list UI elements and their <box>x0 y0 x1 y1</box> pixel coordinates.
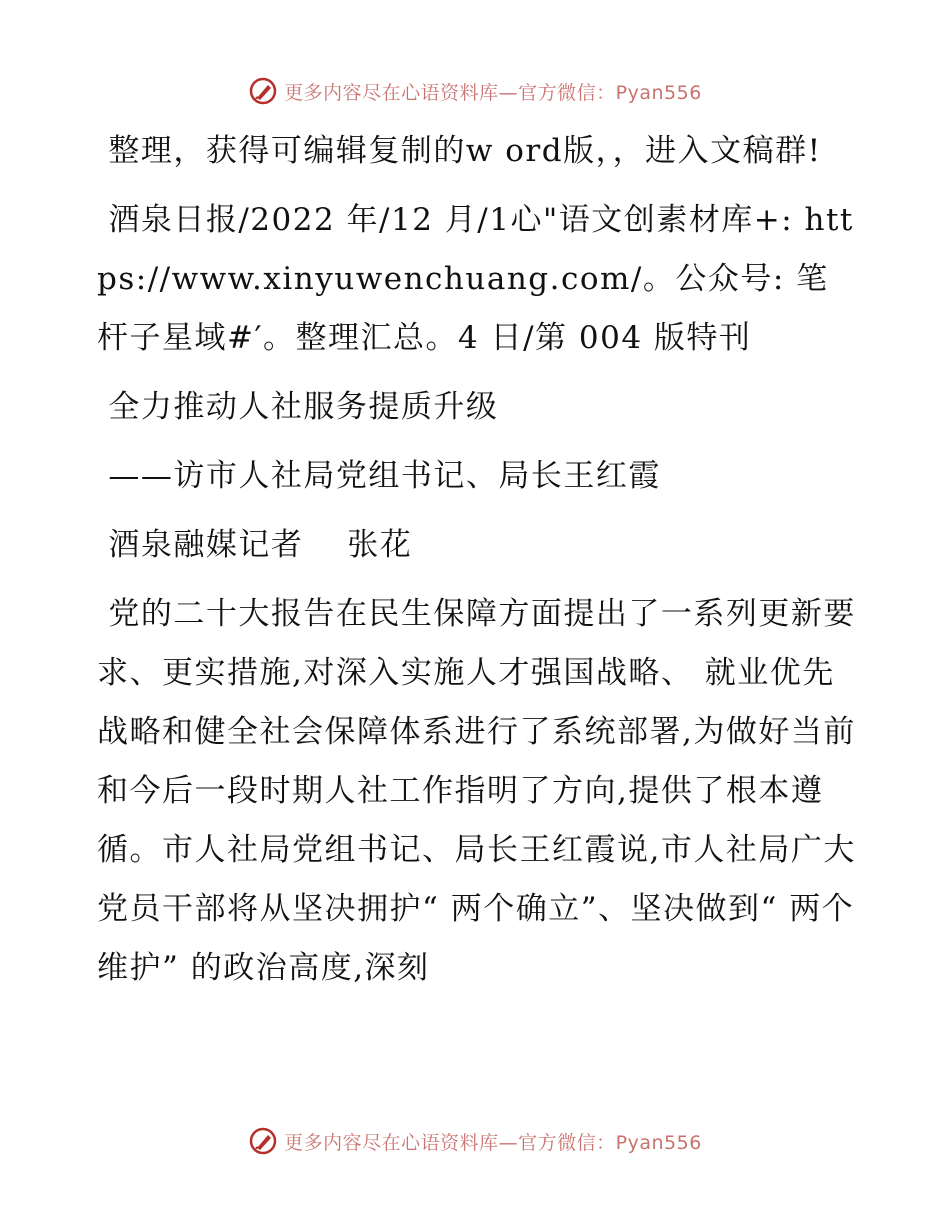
paragraph-source-line: 酒泉日报/2022 年/12 月/1心"语文创素材库+: https://www.xinyuwenchuang.com/。公众号: 笔杆子星域#′。整理汇总。4 日/第 004 版特刊 <box>97 202 854 356</box>
watermark-text: 更多内容尽在心语资料库—官方微信：Pyan556 <box>284 1131 702 1154</box>
pen-logo-icon <box>248 1126 278 1156</box>
paragraph-body: 党的二十大报告在民生保障方面提出了一系列更新要求、更实措施,对深入实施人才强国战略、 就业优先战略和健全社会保障体系进行了系统部署,为做好当前和今后一段时期人社工作指明了方向,提供了根本遵循。市人社局党组书记、局长王红霞说,市人社局广大党员干部将从坚决拥护“ 两个确立”、坚决做到“ 两个维护” 的政治高度,深刻 <box>97 596 856 986</box>
paragraph-intro: 整理，获得可编辑复制的w ord版，，进入文稿群! <box>97 133 822 169</box>
footer-watermark-banner <box>0 1121 950 1161</box>
pen-logo-icon <box>248 76 278 106</box>
article-byline: 酒泉融媒记者 张花 <box>97 527 413 563</box>
document-body <box>97 122 857 1008</box>
article-subtitle: ——访市人社局党组书记、局长王红霞 <box>97 458 661 494</box>
header-watermark-banner <box>0 71 950 111</box>
watermark-text: 更多内容尽在心语资料库—官方微信：Pyan556 <box>284 81 702 104</box>
article-title: 全力推动人社服务提质升级 <box>97 389 499 425</box>
